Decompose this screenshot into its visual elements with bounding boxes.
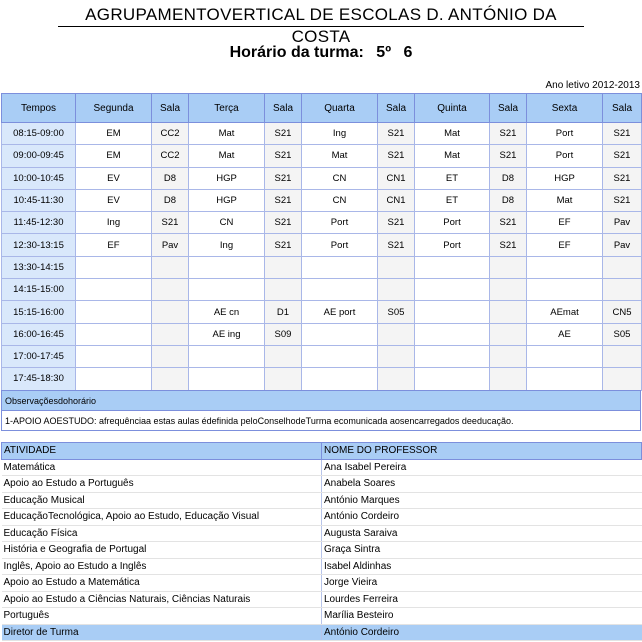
room-cell: S21	[152, 212, 189, 234]
room-cell: S21	[490, 212, 527, 234]
subject-cell: Ing	[76, 212, 152, 234]
header-atividade: ATIVIDADE	[2, 443, 322, 460]
room-cell	[603, 345, 642, 367]
professor-row	[2, 591, 642, 608]
room-cell: Pav	[152, 234, 189, 256]
room-cell	[490, 301, 527, 323]
turma-label: Horário da turma:	[229, 44, 364, 61]
time-slot: 10:00-10:45	[2, 167, 76, 189]
subject-cell: ET	[415, 167, 490, 189]
room-cell: S21	[490, 145, 527, 167]
room-cell: S21	[378, 123, 415, 145]
room-cell	[490, 345, 527, 367]
column-header: Tempos	[2, 94, 76, 123]
atividade-cell: EducaçãoTecnológica, Apoio ao Estudo, Educação Visual	[2, 509, 322, 526]
room-cell: S21	[265, 123, 302, 145]
schedule-table	[1, 93, 642, 391]
subject-cell	[302, 323, 378, 345]
atividade-cell: Apoio ao Estudo a Português	[2, 476, 322, 493]
subject-cell	[76, 345, 152, 367]
room-cell	[265, 256, 302, 278]
professor-row	[2, 542, 642, 559]
subject-cell: Mat	[415, 145, 490, 167]
time-slot: 10:45-11:30	[2, 189, 76, 211]
room-cell: S21	[603, 167, 642, 189]
subject-cell: Ing	[302, 123, 378, 145]
subject-cell: EF	[76, 234, 152, 256]
subject-cell: Mat	[415, 123, 490, 145]
schedule-row	[2, 234, 642, 256]
room-cell: Pav	[603, 234, 642, 256]
room-cell: S21	[265, 167, 302, 189]
schedule-row	[2, 323, 642, 345]
room-cell: D1	[265, 301, 302, 323]
room-cell	[152, 323, 189, 345]
professor-name-cell: Anabela Soares	[322, 476, 642, 493]
subject-cell	[302, 279, 378, 301]
subject-cell: AE	[527, 323, 603, 345]
subject-cell: Port	[415, 234, 490, 256]
subject-cell	[527, 279, 603, 301]
room-cell	[603, 279, 642, 301]
subject-cell: CN	[302, 189, 378, 211]
atividade-cell: Inglês, Apoio ao Estudo a Inglês	[2, 558, 322, 575]
room-cell: S21	[378, 234, 415, 256]
time-slot: 13:30-14:15	[2, 256, 76, 278]
turma-title	[0, 44, 642, 62]
subject-cell: EF	[527, 212, 603, 234]
room-cell: CN5	[603, 301, 642, 323]
subject-cell	[302, 368, 378, 390]
subject-cell: EM	[76, 123, 152, 145]
subject-cell: EF	[527, 234, 603, 256]
room-cell: S05	[603, 323, 642, 345]
time-slot: 09:00-09:45	[2, 145, 76, 167]
room-cell: S21	[265, 234, 302, 256]
room-cell	[152, 279, 189, 301]
room-cell: D8	[152, 167, 189, 189]
room-cell: S09	[265, 323, 302, 345]
room-cell	[152, 368, 189, 390]
subject-cell: EM	[76, 145, 152, 167]
time-slot: 08:15-09:00	[2, 123, 76, 145]
schedule-row	[2, 345, 642, 367]
schedule-row	[2, 256, 642, 278]
subject-cell: ET	[415, 189, 490, 211]
schedule-row	[2, 167, 642, 189]
schedule-header-row	[2, 94, 642, 123]
subject-cell: HGP	[189, 167, 265, 189]
subject-cell	[415, 279, 490, 301]
subject-cell: AE port	[302, 301, 378, 323]
atividade-cell: Matemática	[2, 459, 322, 476]
room-cell: CN1	[378, 167, 415, 189]
column-header: Sala	[265, 94, 302, 123]
room-cell: S21	[265, 212, 302, 234]
subject-cell	[189, 345, 265, 367]
subject-cell	[189, 279, 265, 301]
room-cell: CC2	[152, 145, 189, 167]
diretor-name: António Cordeiro	[322, 624, 642, 641]
room-cell	[265, 279, 302, 301]
room-cell	[152, 345, 189, 367]
subject-cell: Port	[302, 234, 378, 256]
room-cell: D8	[490, 167, 527, 189]
column-header: Sala	[378, 94, 415, 123]
room-cell	[152, 256, 189, 278]
professor-name-cell: Isabel Aldinhas	[322, 558, 642, 575]
room-cell	[490, 256, 527, 278]
atividade-cell: Português	[2, 608, 322, 625]
professor-name-cell: António Cordeiro	[322, 509, 642, 526]
professor-row	[2, 608, 642, 625]
subject-cell	[415, 323, 490, 345]
ano-letivo: Ano letivo 2012-2013	[545, 80, 640, 91]
time-slot: 14:15-15:00	[2, 279, 76, 301]
observacoes-title: Observaçõesdohorário	[2, 391, 641, 411]
schedule-row	[2, 123, 642, 145]
subject-cell: AEmat	[527, 301, 603, 323]
subject-cell	[76, 279, 152, 301]
subject-cell	[527, 368, 603, 390]
subject-cell: AE ing	[189, 323, 265, 345]
subject-cell	[76, 256, 152, 278]
room-cell	[603, 256, 642, 278]
atividade-cell: Educação Musical	[2, 492, 322, 509]
subject-cell	[415, 301, 490, 323]
subject-cell: Mat	[189, 123, 265, 145]
atividade-cell: Apoio ao Estudo a Matemática	[2, 575, 322, 592]
schedule-row	[2, 212, 642, 234]
room-cell: S05	[378, 301, 415, 323]
header-professor: NOME DO PROFESSOR	[322, 443, 642, 460]
subject-cell	[76, 323, 152, 345]
subject-cell	[76, 301, 152, 323]
subject-cell: Ing	[189, 234, 265, 256]
room-cell: S21	[265, 189, 302, 211]
professor-row	[2, 492, 642, 509]
subject-cell: HGP	[527, 167, 603, 189]
schedule-row	[2, 368, 642, 390]
room-cell: CN1	[378, 189, 415, 211]
subject-cell: EV	[76, 189, 152, 211]
column-header: Sala	[603, 94, 642, 123]
observacoes-table	[1, 390, 641, 431]
schedule-row	[2, 145, 642, 167]
atividade-cell: Apoio ao Estudo a Ciências Naturais, Ciências Naturais	[2, 591, 322, 608]
subject-cell: Port	[527, 123, 603, 145]
room-cell: S21	[490, 234, 527, 256]
room-cell: CC2	[152, 123, 189, 145]
professor-name-cell: António Marques	[322, 492, 642, 509]
professores-table	[1, 442, 642, 641]
professor-row	[2, 525, 642, 542]
subject-cell	[527, 256, 603, 278]
room-cell	[378, 256, 415, 278]
professor-name-cell: Lourdes Ferreira	[322, 591, 642, 608]
subject-cell	[415, 368, 490, 390]
subject-cell: Port	[415, 212, 490, 234]
professor-row	[2, 575, 642, 592]
time-slot: 17:00-17:45	[2, 345, 76, 367]
subject-cell	[415, 345, 490, 367]
column-header: Sala	[152, 94, 189, 123]
room-cell: S21	[265, 145, 302, 167]
professor-name-cell: Marília Besteiro	[322, 608, 642, 625]
room-cell: D8	[152, 189, 189, 211]
time-slot: 15:15-16:00	[2, 301, 76, 323]
subject-cell: Port	[302, 212, 378, 234]
diretor-row	[2, 624, 642, 641]
time-slot: 12:30-13:15	[2, 234, 76, 256]
subject-cell	[527, 345, 603, 367]
room-cell	[378, 345, 415, 367]
column-header: Sala	[490, 94, 527, 123]
professor-row	[2, 459, 642, 476]
room-cell: S21	[603, 123, 642, 145]
professores-header-row	[2, 443, 642, 460]
subject-cell: CN	[302, 167, 378, 189]
professor-name-cell: Ana Isabel Pereira	[322, 459, 642, 476]
subject-cell: CN	[189, 212, 265, 234]
room-cell	[378, 279, 415, 301]
room-cell: S21	[603, 145, 642, 167]
turma-year: 5º	[376, 44, 392, 61]
subject-cell	[189, 256, 265, 278]
diretor-label: Diretor de Turma	[2, 624, 322, 641]
subject-cell: Port	[527, 145, 603, 167]
schedule-row	[2, 301, 642, 323]
subject-cell: Mat	[527, 189, 603, 211]
observacoes-text: 1-APOIO AOESTUDO: afrequênciaa estas aulas édefinida peloConselhodeTurma ecomunicada aosencarregados deeducação.	[2, 411, 641, 431]
column-header: Quinta	[415, 94, 490, 123]
school-name: AGRUPAMENTOVERTICAL DE ESCOLAS D. ANTÓNIO DA COSTA	[58, 0, 584, 27]
professor-row	[2, 509, 642, 526]
room-cell	[603, 368, 642, 390]
column-header: Terça	[189, 94, 265, 123]
atividade-cell: História e Geografia de Portugal	[2, 542, 322, 559]
subject-cell	[302, 345, 378, 367]
subject-cell: EV	[76, 167, 152, 189]
professor-row	[2, 558, 642, 575]
professor-row	[2, 476, 642, 493]
room-cell: D8	[490, 189, 527, 211]
subject-cell	[76, 368, 152, 390]
room-cell	[490, 323, 527, 345]
column-header: Quarta	[302, 94, 378, 123]
subject-cell	[415, 256, 490, 278]
turma-number: 6	[403, 44, 413, 61]
room-cell	[490, 368, 527, 390]
professor-name-cell: Augusta Saraiva	[322, 525, 642, 542]
time-slot: 16:00-16:45	[2, 323, 76, 345]
subject-cell: AE cn	[189, 301, 265, 323]
room-cell: S21	[378, 145, 415, 167]
room-cell: Pav	[603, 212, 642, 234]
professor-name-cell: Graça Sintra	[322, 542, 642, 559]
room-cell	[265, 368, 302, 390]
subject-cell	[302, 256, 378, 278]
time-slot: 11:45-12:30	[2, 212, 76, 234]
subject-cell	[189, 368, 265, 390]
subject-cell: HGP	[189, 189, 265, 211]
room-cell	[378, 323, 415, 345]
column-header: Sexta	[527, 94, 603, 123]
subject-cell: Mat	[302, 145, 378, 167]
room-cell	[378, 368, 415, 390]
professor-name-cell: Jorge Vieira	[322, 575, 642, 592]
room-cell	[152, 301, 189, 323]
room-cell: S21	[490, 123, 527, 145]
schedule-row	[2, 279, 642, 301]
room-cell: S21	[378, 212, 415, 234]
schedule-row	[2, 189, 642, 211]
atividade-cell: Educação Física	[2, 525, 322, 542]
column-header: Segunda	[76, 94, 152, 123]
room-cell	[490, 279, 527, 301]
subject-cell: Mat	[189, 145, 265, 167]
document-header	[58, 0, 584, 46]
room-cell: S21	[603, 189, 642, 211]
room-cell	[265, 345, 302, 367]
time-slot: 17:45-18:30	[2, 368, 76, 390]
